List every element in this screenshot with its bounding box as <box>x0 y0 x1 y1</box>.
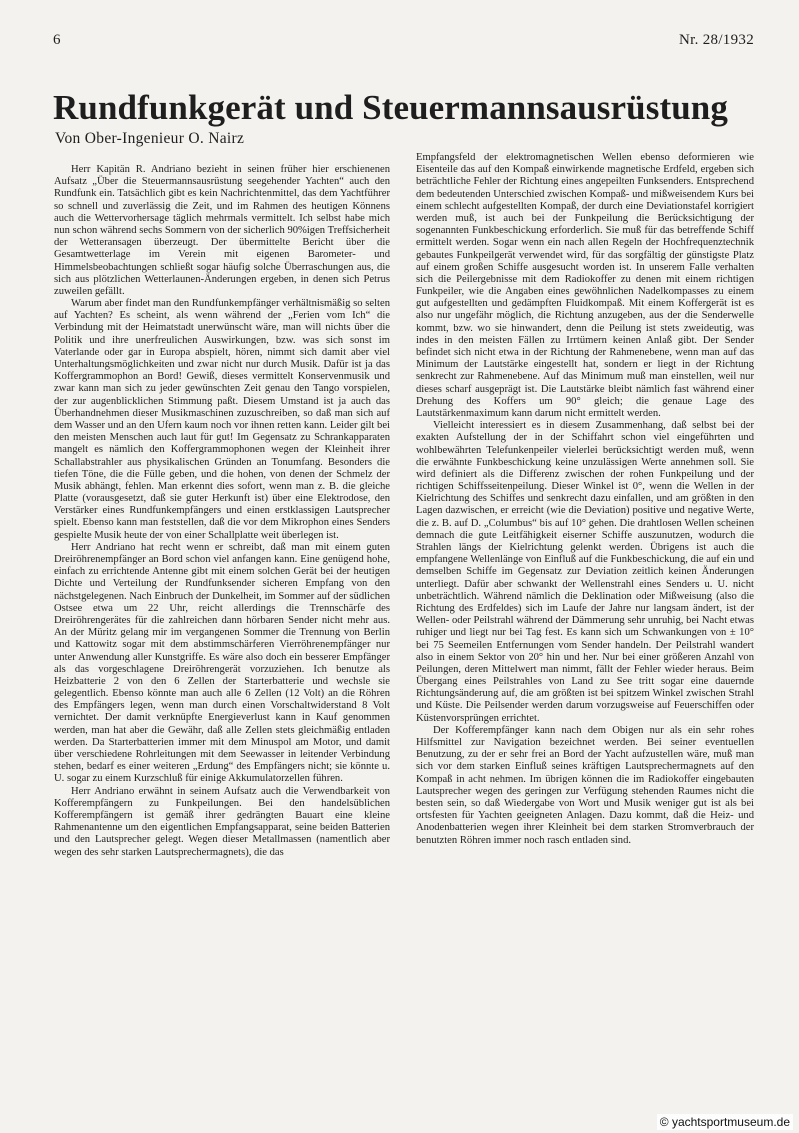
page-number: 6 <box>53 32 61 48</box>
article-byline: Von Ober-Ingenieur O. Nairz <box>55 130 245 147</box>
paragraph: Warum aber findet man den Rundfunkempfänger verhältnismäßig so selten auf Yachten? Es scheint, als wenn während der „Ferien vom Ich“ die Verbindung mit der Heimatstadt unerwünscht wäre, man will nichts über die Politik und ihre unerfreulichen Auswirkungen, bzw. was sich sonst im Vaterlande oder gar in Europa abspielt, hören, nimmt sich damit aber viel Unterhaltungsmöglichkeiten und zwar nicht nur durch Musik. Dafür ist ja das Koffergrammophon an Bord! Gewiß, dieses vermittelt Konservenmusik und zwar kann man sich zu jeder gewünschten Zeit genau den Tango vorspielen, der zur augenblicklichen Stimmung paßt. Diesem Umstand ist ja auch das Überhandnehmen dieser Musikmaschinen zuzuschreiben, so daß man sich auf dem Wasser und an den Ufern kaum noch vor ihnen retten kann. Leider gilt bei den meisten Menschen auch laut für gut! Im Gegensatz zu Schrankapparaten mangelt es nämlich den Koffergrammophonen wegen der Kleinheit ihrer Schallabstrahler aus physikalischen Gründen an Tonumfang. Besonders die tiefen Töne, die die Fülle geben, und die hohen, von denen der Schmelz der Musik abhängt, fehlen. Man erkennt dies sofort, wenn man z. B. die gleiche Platte (vorausgesetzt, daß sie guter Herkunft ist) über eine Elektrodose, den Verstärker eines Rundfunkempfängers und einen erstklassigen Lautsprecher spielt. Ebenso kann man feststellen, daß die vor dem Mikrophon eines Senders gespielte Musik heute der von einer Schallplatte weit überlegen ist. <box>54 298 390 541</box>
paragraph: Der Kofferempfänger kann nach dem Obigen nur als ein sehr rohes Hilfsmittel zur Navigation bezeichnet werden. Bei seiner eventuellen Benutzung, zu der er sehr frei an Bord der Yacht aufzustellen wäre, muß man sich vor dem starken Einfluß seines kräftigen Lautsprechermagnets auf den Kompaß in acht nehmen. Im übrigen können die im Radiokoffer eingebauten Lautsprecher wegen des geringen zur Verfügung stehenden Raumes nicht die besten sein, so daß Wiedergabe von Wort und Musik weniger gut ist als bei ortsfesten für Yachten geeigneten Anlagen. Dazu kommt, daß die Heiz- und Anodenbatterien wegen ihrer Kleinheit bei dem starken Stromverbrauch der benutzten Röhren immer noch rasch entladen sind. <box>416 724 754 846</box>
right-column <box>416 152 754 1052</box>
paragraph: Herr Andriano erwähnt in seinem Aufsatz auch die Verwendbarkeit von Kofferempfängern zu Funkpeilungen. Bei den handelsüblichen Kofferempfängern ist gemäß ihrer gedrängten Bauart eine kleine Rahmenantenne um den eigentlichen Empfangsapparat, seine beiden Batterien und den Lautsprecher gelegt. Wegen dieser Metallmassen (namentlich aber wegen des sehr starken Lautsprechermagnets), die das <box>54 785 390 858</box>
watermark[interactable]: © yachtsportmuseum.de <box>657 1114 793 1130</box>
paragraph: Empfangsfeld der elektromagnetischen Wellen ebenso deformieren wie Eisenteile das auf den Kompaß einwirkende magnetische Erdfeld, ergeben sich beträchtliche Fehler der Richtung eines angepeilten Funksenders. Entsprechend dem bedeutenden Unterschied zwischen Kompaß- und mißweisendem Kurs bei einem schlecht aufgestellten Kompaß, der durch eine Deviationstafel korrigiert werden muß, ist auch bei der Funkpeilung die Berücksichtigung der sogenannten Funkbeschickung erforderlich. Sie muß für das betreffende Schiff ermittelt werden. Sogar wenn ein nach allen Regeln der Hochfrequenztechnik gebautes Funkpeilgerät verwendet wird, für das sorgfältig der günstigste Platz auf einem großen Schiffe ausgesucht worden ist. In unserem Falle verhalten sich die Peilergebnisse mit dem Radiokoffer zu denen mit einem richtigen Funkpeiler, wie die Angaben eines gewöhnlichen Nadelkompasses zu einem gut aufgestellten und gedämpften Fluidkompaß. Mit einem Koffergerät ist es also nur ungefähr möglich, die Richtung anzugeben, aus der die Senderwelle kommt, bzw. wo sie hinwandert, denn die Peilung ist stets zweideutig, was indes in den meisten Fällen zu Irrtümern keinen Anlaß gibt. Der Sender befindet sich nicht etwa in der Richtung der Rahmenebene, wenn man auf das Minimum der Lautstärke eingestellt hat, sondern er liegt in der Richtung senkrecht zur Rahmenebene. Auf das Minimum muß man einstellen, weil nur dieses scharf ausgeprägt ist. Die Lautstärke bleibt nämlich fast während einer Drehung des Koffers um 90° gleich; die genaue Lage des Lautstärkenmaximum kann darum nicht ermittelt werden. <box>416 152 754 419</box>
left-column <box>54 164 390 1064</box>
article-title: Rundfunkgerät und Steuermannsausrüstung <box>53 88 728 127</box>
paragraph: Herr Kapitän R. Andriano bezieht in seinen früher hier erschienenen Aufsatz „Über die Steuermannsausrüstung seegehender Yachten“ auch den Rundfunk ein. Tatsächlich gibt es kein Nachrichtenmittel, das dem Yachtführer so schnell und zuverlässig die Zeit, und im Rahmen des heutigen Könnens auch die Wettervorhersage täglich mehrmals vermittelt. Ich selbst habe mich nun schon während sechs Sommern von der sicherlich 90%igen Treffsicherheit der Wetteransagen überzeugt. Der übermittelte Bericht über die Gesamtwetterlage im Verein mit eigenen Barometer- und Himmelsbeobachtungen schließt sogar häufig solche Überraschungen aus, die sich aus plötzlichen Wetterlaunen-Änderungen ergeben, in denen sich Petrus zuweilen gefällt. <box>54 164 390 297</box>
paragraph: Vielleicht interessiert es in diesem Zusammenhang, daß selbst bei der exakten Aufstellung der in der Schiffahrt schon viel eingeführten und wohlbewährten Telefunkenpeiler vielerlei berücksichtigt werden muß, wenn die erwähnte Funkbeschickung keine unzulässigen Werte annehmen soll. Sie wird definiert als die Differenz zwischen der rohen Funkpeilung und der richtigen Schiffsseitenpeilung. Dieser Winkel ist 0°, wenn die Wellen in der Kielrichtung des Schiffes und senkrecht dazu einfallen, und am größten in den Lagen dazwischen, er erreicht (wie die Deviation) positive und negative Werte, die z. B. auf D. „Columbus“ bis auf 10° gehen. Die drahtlosen Wellen scheinen demnach die gute Leitfähigkeit eiserner Schiffe auszunutzen, wodurch die Strahlen längs der Kielrichtung gelenkt werden. Übrigens ist auch die empfangene Wellenlänge von Einfluß auf die Funkbeschickung, die auf ein und demselben Schiffe im Gegensatz zur Deviation zeitlich keinen Änderungen unterliegt. Dafür aber schwankt der Wellenstrahl eines Senders u. U. nicht unbeträchtlich. Während nämlich die Deklination oder Mißweisung (also die Richtung des Erdfeldes) sich im Laufe der Jahre nur langsam ändert, ist der Wellen- oder Peilstrahl während der Dämmerung sehr unruhig, bei Nacht etwas ruhiger und liegt nur bei Tag fest. Es kann sich um Schwankungen von ± 10° bei 75 Seemeilen Entfernungen vom Sender handeln. Der Peilstrahl wandert also in einem Sektor von 20° hin und her. Nur bei einer größeren Anzahl von Peilungen, deren Mittelwert man nimmt, fällt der Fehler wieder heraus. Beim Übergang eines Peilstrahles von Land zu See tritt sogar eine dauernde Richtungsänderung auf, die am größten ist bei spitzem Winkel zwischen Strahl und Küste. Die Peilsender werden darum vorzugsweise auf Feuerschiffen oder Küstenvorsprüngen errichtet. <box>416 420 754 724</box>
paragraph: Herr Andriano hat recht wenn er schreibt, daß man mit einem guten Dreiröhrenempfänger an Bord schon viel anfangen kann. Eine genügend hohe, einfach zu errichtende Antenne gibt mit einem solchen Gerät bei der heutigen Dichte und Verteilung der Rundfunksender sicheren Empfang von den nächstgelegenen. Nach Einbruch der Dunkelheit, im Sommer auf der südlichen Ostsee etwa um 22 Uhr, reicht allerdings die Trennschärfe des Dreiröhrengerätes für die zahlreichen dann hörbaren Sender nicht mehr aus. An der Müritz gelang mir im vergangenen Sommer die Trennung von Berlin und Kattowitz sogar mit dem abstimmschärferen Vierröhrenempfänger nur unter Anwendung aller Kunstgriffe. Es wäre also doch ein besserer Empfänger als das vorgeschlagene Dreiröhrengerät vorzuziehen. Ich benutze als Heizbatterie 2 von den 6 Zellen der Starterbatterie und wechsle sie gelegentlich. Ebenso könnte man auch alle 6 Zellen (12 Volt) an die Röhren des Empfängers legen, wenn man durch einen Vorschaltwiderstand 8 Volt vernichtet. Der damit verknüpfte Energieverlust kann in Kauf genommen werden, man hat aber die Gewähr, daß alle Zellen stets gleichmäßig entladen werden. Da Starterbatterien immer mit dem Minuspol am Motor, und damit über verschiedene Rohrleitungen mit dem Seewasser in leitender Verbindung stehen, bedarf es einer weiteren „Erdung“ des Empfängers nicht; sie könnte u. U. sogar zu einem Kurzschluß für einige Akkumulatorzellen führen. <box>54 541 390 785</box>
issue-number: Nr. 28/1932 <box>679 32 754 48</box>
